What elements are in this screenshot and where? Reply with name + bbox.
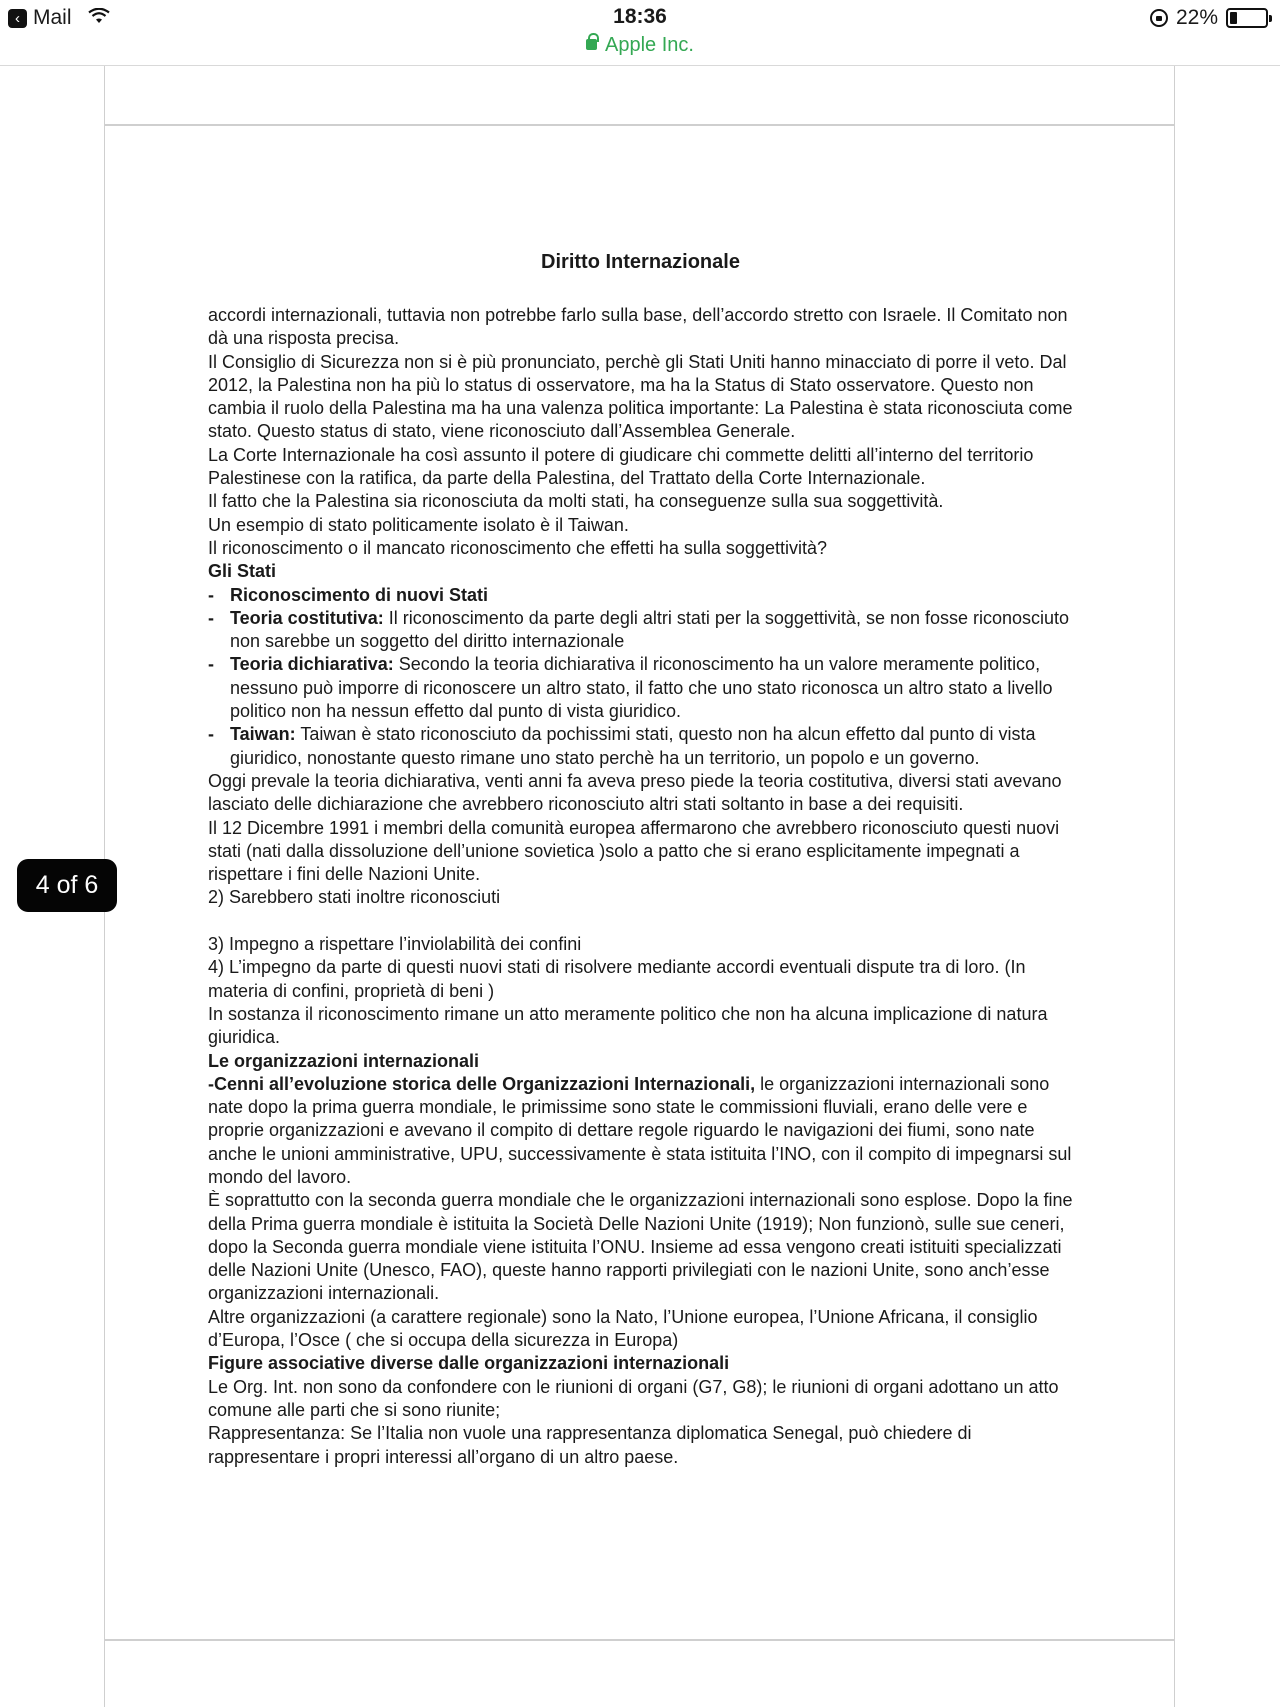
rotation-lock-icon — [1150, 9, 1168, 27]
heading-stati: Gli Stati — [208, 561, 277, 582]
paragraph: accordi internazionali, tuttavia non potrebbe farlo sulla base, dell’accordo stretto con Israele. Il Comitato non dà una risposta precisa. — [208, 305, 1068, 349]
heading-figure-associative: Figure associative diverse dalle organizzazioni internazionali — [208, 1353, 730, 1374]
paragraph: Il Consiglio di Sicurezza non si è più pronunciato, perchè gli Stati Uniti hanno minacciato di porre il veto. Dal 2012, la Palestina non ha più lo status di osservatore, ma ha la Status di Stato osservatore. Questo non cambia il ruolo della Palestina ma ha una valenza politica importante: La Palestina è stata riconosciuta come stato. Questo status di stato, viene riconosciuto dall’Assemblea Generale. — [208, 351, 1073, 442]
paragraph: Le Org. Int. non sono da confondere con le riunioni di organi (G7, G8); le riunioni di organi adottano un atto comune alle parti che si sono riunite; — [208, 1376, 1059, 1420]
paragraph: In sostanza il riconoscimento rimane un atto meramente politico che non ha alcuna implicazione di natura giuridica. — [208, 1003, 1048, 1048]
battery-percent: 22% — [1175, 6, 1218, 29]
status-bar — [0, 0, 1280, 66]
previous-page — [104, 66, 1175, 126]
next-page — [104, 1641, 1175, 1707]
paragraph: Il 12 Dicembre 1991 i membri della comunità europea affermarono che avrebbero riconosciuto questi nuovi stati (nati dalla dissoluzione dell’unione sovietica )solo a patto che si erano esplicitamente impegnati a rispettare i fini delle Nazioni Unite. — [208, 817, 1060, 885]
paragraph: Altre organizzazioni (a carattere regionale) sono la Nato, l’Unione europea, l’Unione Africana, il consiglio d’Europa, l’Osce ( che si occupa della sicurezza in Europa) — [208, 1306, 1038, 1351]
paragraph: 4) L’impegno da parte di questi nuovi stati di risolvere mediante accordi eventuali dispute tra di loro. (In materia di confini, proprietà di beni ) — [208, 957, 1026, 1001]
clock: 18:36 — [613, 5, 667, 28]
paragraph: Rappresentanza: Se l’Italia non vuole una rappresentanza diplomatica Senegal, può chiedere di rappresentare i propri interessi all’organo di un altro paese. — [208, 1423, 972, 1467]
status-indicators — [1150, 6, 1268, 30]
site-identity[interactable] — [0, 34, 1280, 57]
bullet-item: - Taiwan: Taiwan è stato riconosciuto da pochissimi stati, questo non ha alcun effetto dal punto di vista giuridico, nonostante questo rimane uno stato perchè ha un territorio, un popolo e un governo. — [208, 723, 1088, 770]
heading-organizzazioni: Le organizzazioni internazionali — [208, 1050, 480, 1071]
chevron-left-icon: ‹ — [8, 9, 27, 28]
blank-line — [208, 910, 1088, 933]
page-indicator: 4 of 6 — [17, 859, 117, 912]
paragraph: 3) Impegno a rispettare l’inviolabilità dei confini — [208, 934, 582, 955]
paragraph: Il riconoscimento o il mancato riconoscimento che effetti ha sulla soggettività? — [208, 537, 827, 558]
bullet-item: - Teoria dichiarativa: Secondo la teoria dichiarativa il riconoscimento ha un valore meramente politico, nessuno può imporre di riconoscere un altro stato, il fatto che uno stato riconosca un altro stato a livello politico non ha nessun effetto dal punto di vista giuridico. — [208, 653, 1088, 723]
paragraph: Un esempio di stato politicamente isolato è il Taiwan. — [208, 514, 629, 535]
paragraph: La Corte Internazionale ha così assunto il potere di giudicare chi commette delitti all’interno del territorio Palestinese con la ratifica, da parte della Palestina, del Trattato della Corte Internazionale. — [208, 444, 1034, 489]
site-name: Apple Inc. — [605, 34, 694, 56]
current-page — [104, 126, 1175, 1641]
paragraph: Il fatto che la Palestina sia riconosciuta da molti stati, ha conseguenze sulla sua soggettività. — [208, 491, 944, 512]
lock-icon — [586, 39, 597, 50]
document-title: Diritto Internazionale — [541, 251, 740, 273]
bullet-item: - Riconoscimento di nuovi Stati — [208, 584, 1088, 607]
paragraph: -Cenni all’evoluzione storica delle Organizzazioni Internazionali, le organizzazioni internazionali sono nate dopo la prima guerra mondiale, le primissime sono state le commissioni fluviali, erano delle vere e proprie organizzazioni e avevano il compito di dettare regole riguardo le navigazioni dei fiumi, sono nate anche le unioni amministrative, UPU, successivamente è stata istituita l’INO, con il compito di impegnarsi sul mondo del lavoro. — [208, 1073, 1072, 1187]
battery-icon — [1226, 8, 1268, 28]
back-app-label: Mail — [33, 6, 72, 29]
document-body — [208, 304, 1088, 1469]
document-viewer[interactable] — [0, 66, 1280, 1707]
paragraph: È soprattutto con la seconda guerra mondiale che le organizzazioni internazionali sono esplose. Dopo la fine della Prima guerra mondiale è istituita la Società Delle Nazioni Unite (1919); Non funzionò, sulle sue ceneri, dopo la Seconda guerra mondiale viene istituita l’ONU. Insieme ad essa vengono creati istituiti specializzati delle Nazioni Unite (Unesco, FAO), queste hanno rapporti privilegiati con le nazioni Unite, sono anch’esse organizzazioni internazionali. — [208, 1190, 1073, 1304]
paragraph: 2) Sarebbero stati inoltre riconosciuti — [208, 887, 501, 908]
paragraph: Oggi prevale la teoria dichiarativa, venti anni fa aveva preso piede la teoria costitutiva, diversi stati avevano lasciato delle dichiarazione che avrebbero riconosciuto altri stati soltanto in base a dei requisiti. — [208, 770, 1062, 815]
bullet-item: - Teoria costitutiva: Il riconoscimento da parte degli altri stati per la soggettività, se non fosse riconosciuto non sarebbe un soggetto del diritto internazionale — [208, 607, 1088, 654]
